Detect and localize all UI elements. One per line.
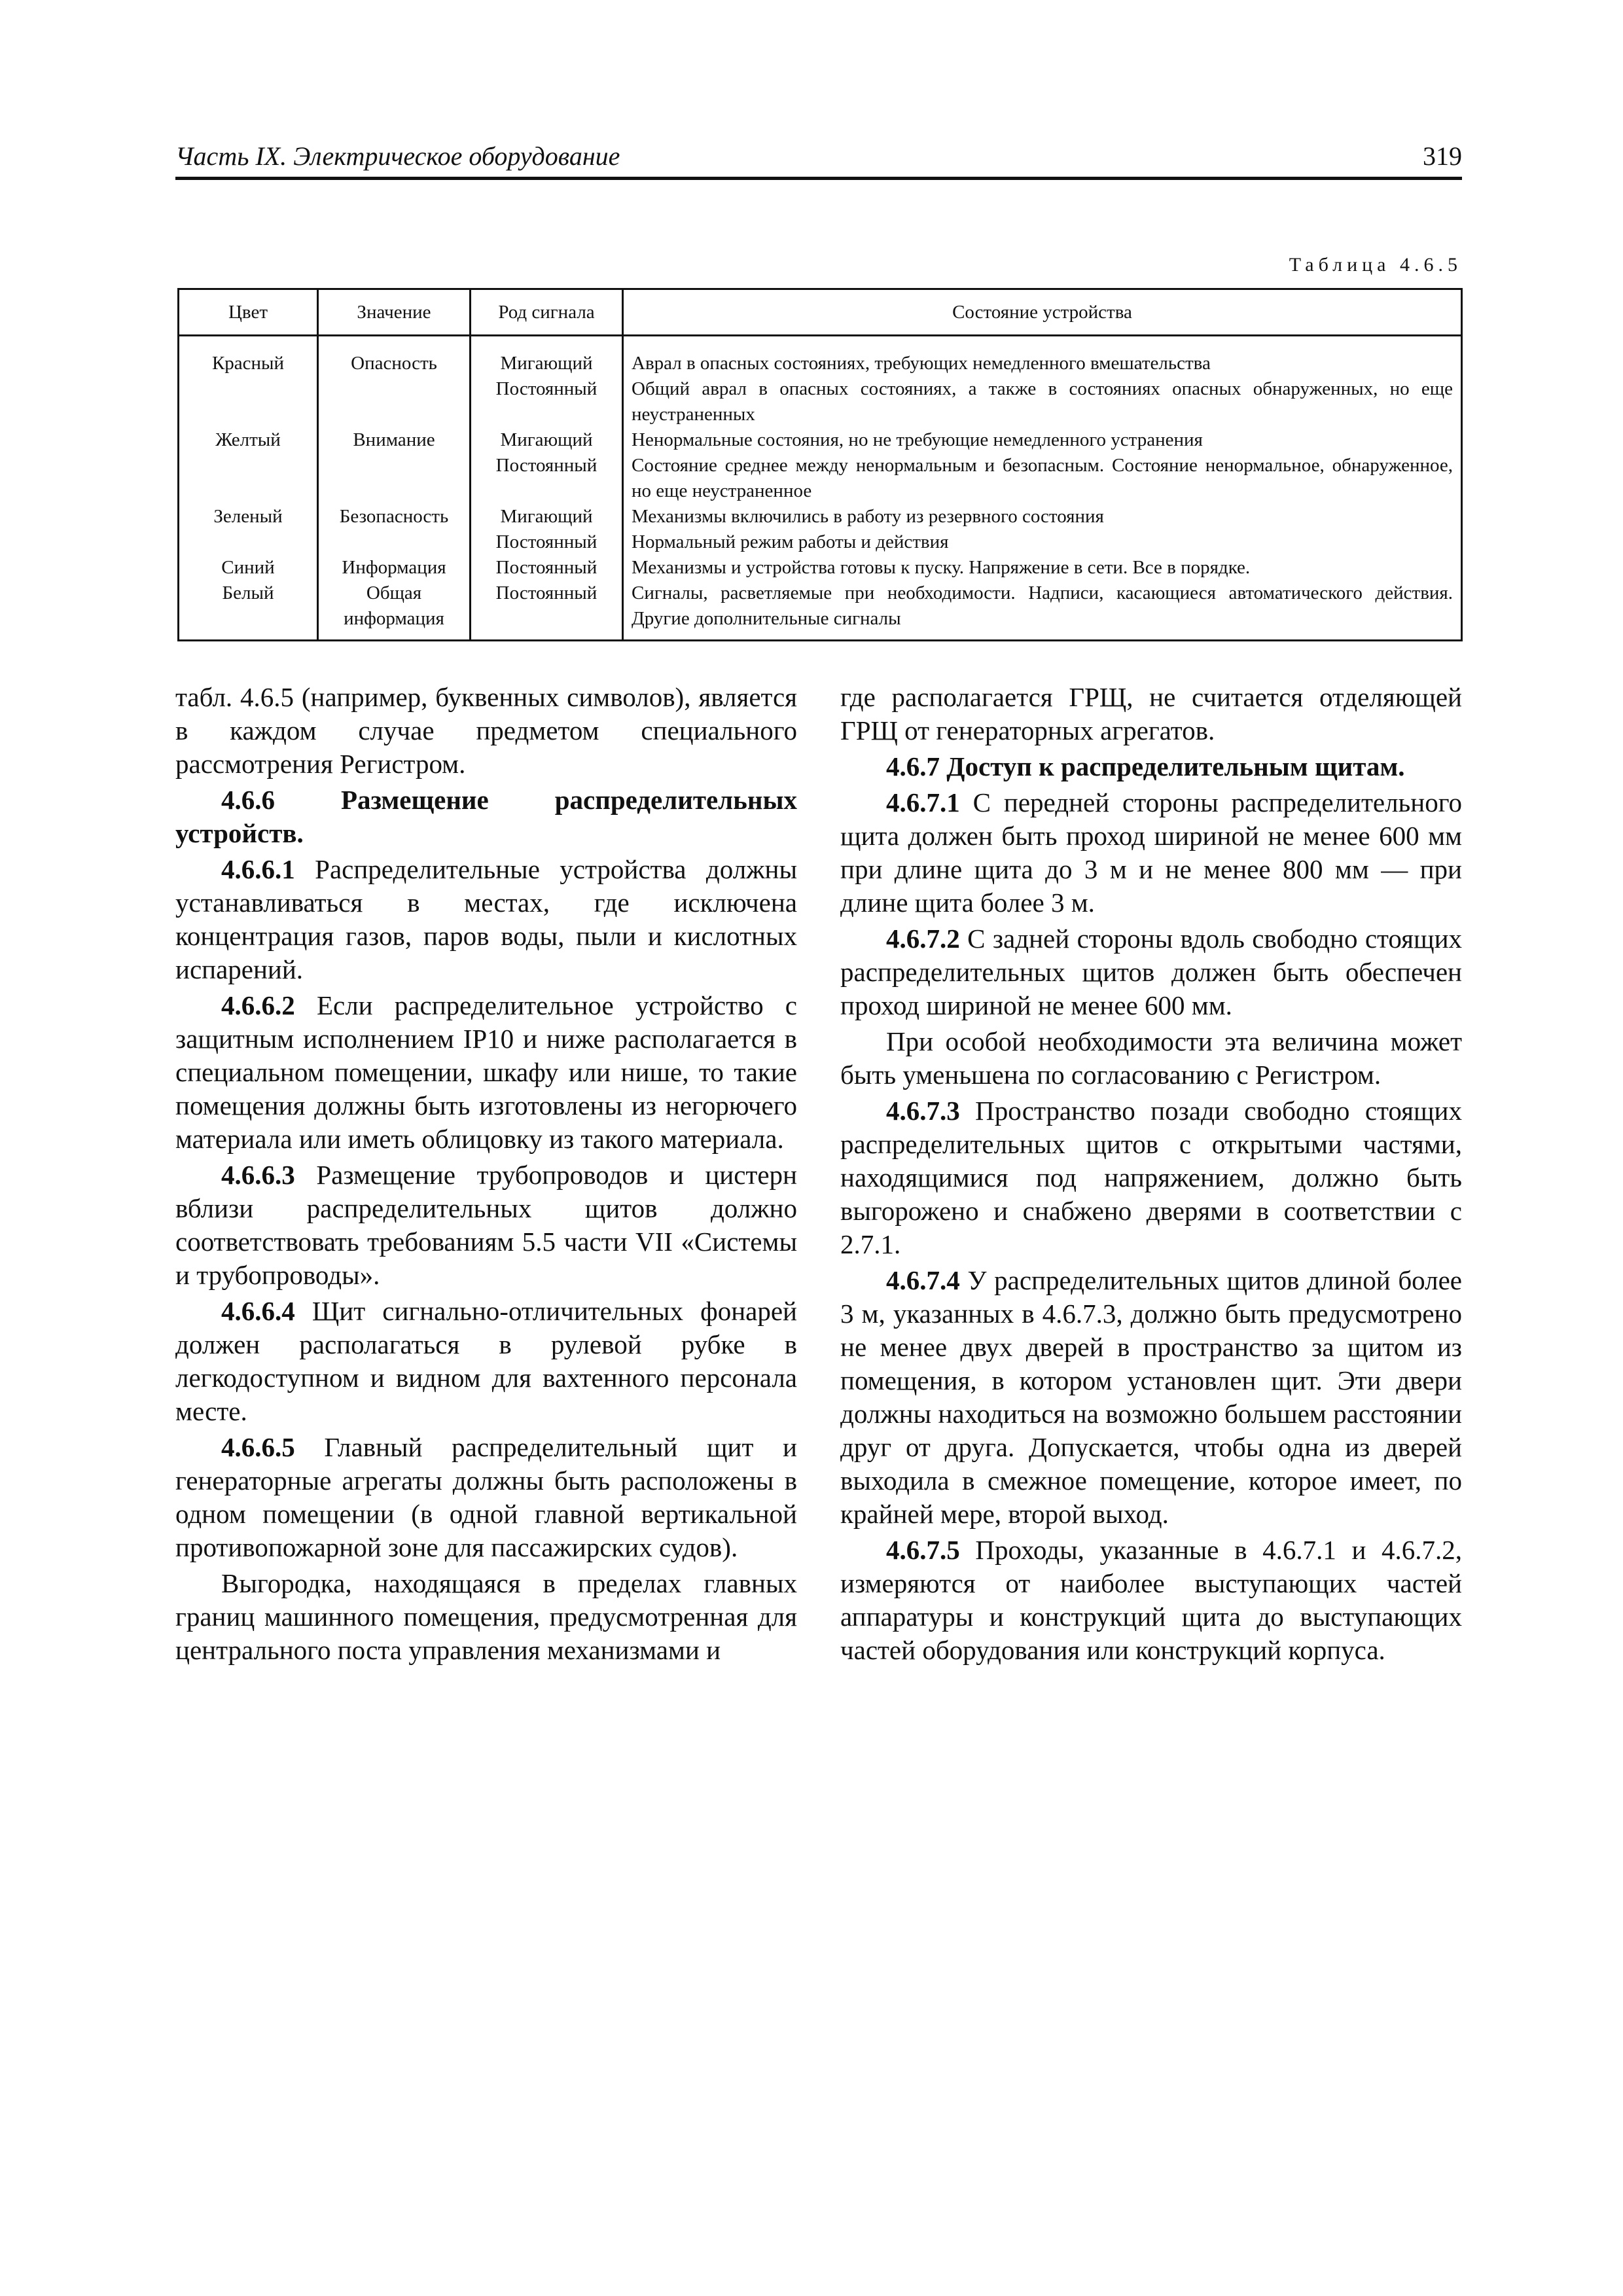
cell-state: Сигналы, расветляемые при необходимости. Надписи, касающиеся автоматического действия. Другие дополнительные сигналы bbox=[623, 581, 1462, 641]
clause-4-6-7-3 bbox=[840, 1094, 1462, 1261]
cell-state: Состояние среднее между ненормальным и безопасным. Состояние ненормальное, обнаруженное, но еще неустраненное bbox=[623, 453, 1462, 504]
cell-color bbox=[179, 453, 318, 504]
running-header-title: Часть IX. Электрическое оборудование bbox=[175, 141, 620, 171]
clause-number: 4.6.6.2 bbox=[221, 990, 295, 1020]
cell-signal: Мигающий bbox=[471, 427, 623, 453]
table-caption: Таблица 4.6.5 bbox=[1289, 254, 1462, 276]
clause-number: 4.6.7.3 bbox=[886, 1096, 960, 1126]
clause-number: 4.6.7.2 bbox=[886, 924, 960, 954]
clause-number: 4.6.7.1 bbox=[886, 787, 960, 817]
cell-signal: Постоянный bbox=[471, 453, 623, 504]
paragraph-special-need: При особой необходимости эта величина может быть уменьшена по согласованию с Регистром. bbox=[840, 1026, 1462, 1090]
cell-state: Механизмы включились в работу из резервного состояния bbox=[623, 504, 1462, 529]
cell-signal: Постоянный bbox=[471, 555, 623, 581]
clause-text: Пространство позади свободно стоящих распределительных щитов с открытыми частями, находящимися под напряжением, должно быть выгорожено и снабжено дверями в соответствии с 2.7.1. bbox=[840, 1096, 1463, 1259]
table-row bbox=[179, 555, 1462, 581]
clause-4-6-6-5 bbox=[175, 1431, 797, 1564]
page-number: 319 bbox=[1423, 141, 1462, 171]
clause-4-6-6-1 bbox=[175, 853, 797, 986]
column-header-meaning: Значение bbox=[318, 289, 471, 336]
cell-meaning: Безопасность bbox=[318, 504, 471, 529]
clause-number: 4.6.7.4 bbox=[886, 1265, 960, 1295]
cell-color: Желтый bbox=[179, 427, 318, 453]
clause-text: Проходы, указанные в 4.6.7.1 и 4.6.7.2, измеряются от наиболее выступающих частей аппаратуры и конструкций щита до выступающих частей оборудования или конструкций корпуса. bbox=[840, 1535, 1463, 1665]
column-header-device-state: Состояние устройства bbox=[623, 289, 1462, 336]
running-header bbox=[175, 140, 1462, 180]
cell-color: Синий bbox=[179, 555, 318, 581]
paragraph-continuation: табл. 4.6.5 (например, буквенных символов), является в каждом случае предметом специального рассмотрения Регистром. bbox=[175, 682, 797, 779]
cell-state: Нормальный режим работы и действия bbox=[623, 529, 1462, 555]
table-row bbox=[179, 376, 1462, 427]
cell-color: Белый bbox=[179, 581, 318, 641]
clause-number: 4.6.7.5 bbox=[886, 1535, 960, 1565]
cell-color: Красный bbox=[179, 336, 318, 377]
cell-color bbox=[179, 529, 318, 555]
clause-number: 4.6.6.4 bbox=[221, 1296, 295, 1326]
clause-number: 4.6.6.3 bbox=[221, 1160, 295, 1190]
right-text-column bbox=[840, 681, 1462, 1670]
cell-state: Ненормальные состояния, но не требующие немедленного устранения bbox=[623, 427, 1462, 453]
cell-state: Аврал в опасных состояниях, требующих немедленного вмешательства bbox=[623, 336, 1462, 377]
section-heading-4-6-7: 4.6.7 Доступ к распределительным щитам. bbox=[886, 751, 1405, 781]
cell-meaning: Опасность bbox=[318, 336, 471, 377]
clause-number: 4.6.6.5 bbox=[221, 1432, 295, 1462]
left-text-column bbox=[175, 681, 797, 1670]
section-heading-4-6-6: 4.6.6 Размещение распределительных устройств. bbox=[175, 785, 797, 848]
paragraph-continuation: где располагается ГРЩ, не считается отделяющей ГРЩ от генераторных агрегатов. bbox=[840, 682, 1462, 745]
cell-state: Механизмы и устройства готовы к пуску. Напряжение в сети. Все в порядке. bbox=[623, 555, 1462, 581]
clause-4-6-6-3 bbox=[175, 1158, 797, 1292]
signal-colors-table bbox=[177, 288, 1463, 641]
column-header-signal-type: Род сигнала bbox=[471, 289, 623, 336]
cell-state: Общий аврал в опасных состояниях, а также в состояниях опасных обнаруженных, но еще неустраненных bbox=[623, 376, 1462, 427]
table-row bbox=[179, 453, 1462, 504]
cell-signal: Мигающий bbox=[471, 504, 623, 529]
clause-text: Главный распределительный щит и генераторные агрегаты должны быть расположены в одном помещении (в одной главной вертикальной противопожарной зоне для пассажирских судов). bbox=[175, 1432, 797, 1562]
table-header-row bbox=[179, 289, 1462, 336]
clause-4-6-7-5 bbox=[840, 1534, 1462, 1667]
cell-meaning bbox=[318, 453, 471, 504]
clause-text: С передней стороны распределительного щита должен быть проход шириной не менее 600 мм при длине щита до 3 м и не менее 800 мм — при длине щита более 3 м. bbox=[840, 787, 1462, 918]
clause-text: Щит сигнально-отличительных фонарей должен располагаться в рулевой рубке в легкодоступном и видном для вахтенного персонала месте. bbox=[175, 1296, 798, 1426]
clause-text: С задней стороны вдоль свободно стоящих распределительных щитов должен быть обеспечен проход шириной не менее 600 мм. bbox=[840, 924, 1463, 1020]
clause-4-6-7-1 bbox=[840, 786, 1462, 920]
cell-meaning: Информация bbox=[318, 555, 471, 581]
cell-signal: Мигающий bbox=[471, 336, 623, 377]
clause-number: 4.6.6.1 bbox=[221, 854, 295, 884]
clause-4-6-7-4 bbox=[840, 1264, 1462, 1531]
cell-signal: Постоянный bbox=[471, 581, 623, 641]
clause-text: Если распределительное устройство с защитным исполнением IP10 и ниже располагается в специальном помещении, шкафу или нише, то такие помещения должны быть изготовлены из негорючего материала или иметь облицовку из такого материала. bbox=[175, 990, 797, 1154]
cell-signal: Постоянный bbox=[471, 376, 623, 427]
column-header-color: Цвет bbox=[179, 289, 318, 336]
clause-text: Распределительные устройства должны устанавливаться в местах, где исключена концентрация газов, паров воды, пыли и кислотных испарений. bbox=[175, 854, 798, 984]
table-row bbox=[179, 504, 1462, 529]
cell-color: Зеленый bbox=[179, 504, 318, 529]
clause-text: Размещение трубопроводов и цистерн вблизи распределительных щитов должно соответствовать требованиям 5.5 части VII «Системы и трубопроводы». bbox=[175, 1160, 797, 1290]
cell-meaning bbox=[318, 376, 471, 427]
cell-signal: Постоянный bbox=[471, 529, 623, 555]
cell-meaning bbox=[318, 529, 471, 555]
table-row bbox=[179, 336, 1462, 377]
cell-meaning: Внимание bbox=[318, 427, 471, 453]
cell-meaning: Общая информация bbox=[318, 581, 471, 641]
table-row bbox=[179, 581, 1462, 641]
cell-color bbox=[179, 376, 318, 427]
table-row bbox=[179, 427, 1462, 453]
table-row bbox=[179, 529, 1462, 555]
clause-4-6-6-2 bbox=[175, 989, 797, 1156]
clause-4-6-7-2 bbox=[840, 922, 1462, 1022]
clause-text: У распределительных щитов длиной более 3 м, указанных в 4.6.7.3, должно быть предусмотрено не менее двух дверей в пространство за щитом из помещения, в котором установлен щит. Эти двери должны находиться на возможно большем расстоянии друг от друга. Допускается, чтобы одна из дверей выходила в смежное помещение, которое имеет, по крайней мере, второй выход. bbox=[840, 1265, 1462, 1529]
paragraph-enclosure: Выгородка, находящаяся в пределах главных границ машинного помещения, предусмотренная для центрального поста управления механизмами и bbox=[175, 1568, 797, 1665]
clause-4-6-6-4 bbox=[175, 1295, 797, 1428]
